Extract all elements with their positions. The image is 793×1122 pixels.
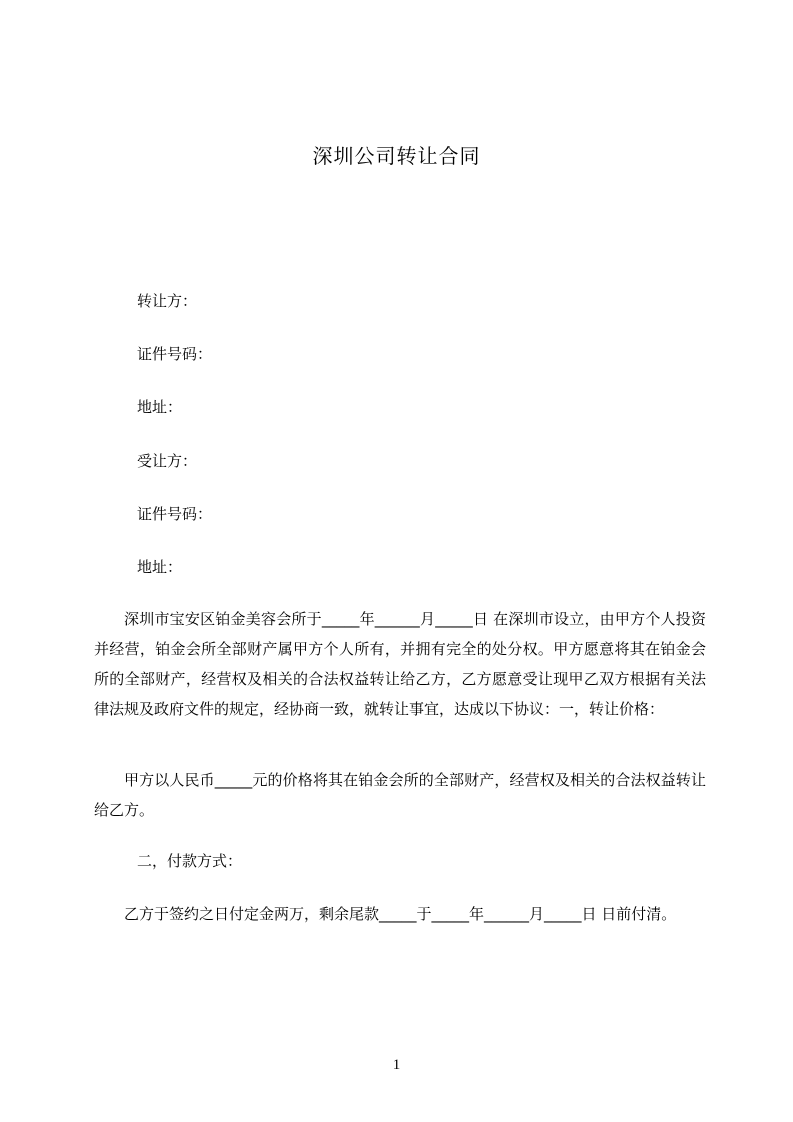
payment-heading: 二，付款方式：: [137, 852, 243, 870]
payment-paragraph: 乙方于签约之日付定金两万，剩余尾款_____于_____年______月_____日 日前付清。: [124, 905, 677, 923]
transferor-address-label: 地址：: [137, 398, 183, 416]
intro-paragraph: 深圳市宝安区铂金美容会所于_____年______月_____日 在深圳市设立，由甲方个人投资并经营，铂金会所全部财产属甲方个人所有，并拥有完全的处分权。甲方愿意将其在铂金会所的全部财产，经营权及相关的合法权益转让给乙方，乙方愿意受让现甲乙双方根据有关法律法规及政府文件的规定，经协商一致，就转让事宜，达成以下协议：一，转让价格：: [94, 610, 706, 718]
transferor-label: 转让方：: [137, 292, 198, 310]
price-paragraph: 甲方以人民币_____元的价格将其在铂金会所的全部财产，经营权及相关的合法权益转让给乙方。: [94, 771, 706, 819]
transferee-label: 受让方：: [137, 452, 198, 470]
page-number: 1: [392, 1057, 401, 1073]
transferee-id-label: 证件号码：: [137, 505, 213, 523]
document-title: 深圳公司转让合同: [312, 144, 481, 168]
transferee-address-label: 地址：: [137, 558, 183, 576]
transferor-id-label: 证件号码：: [137, 345, 213, 363]
